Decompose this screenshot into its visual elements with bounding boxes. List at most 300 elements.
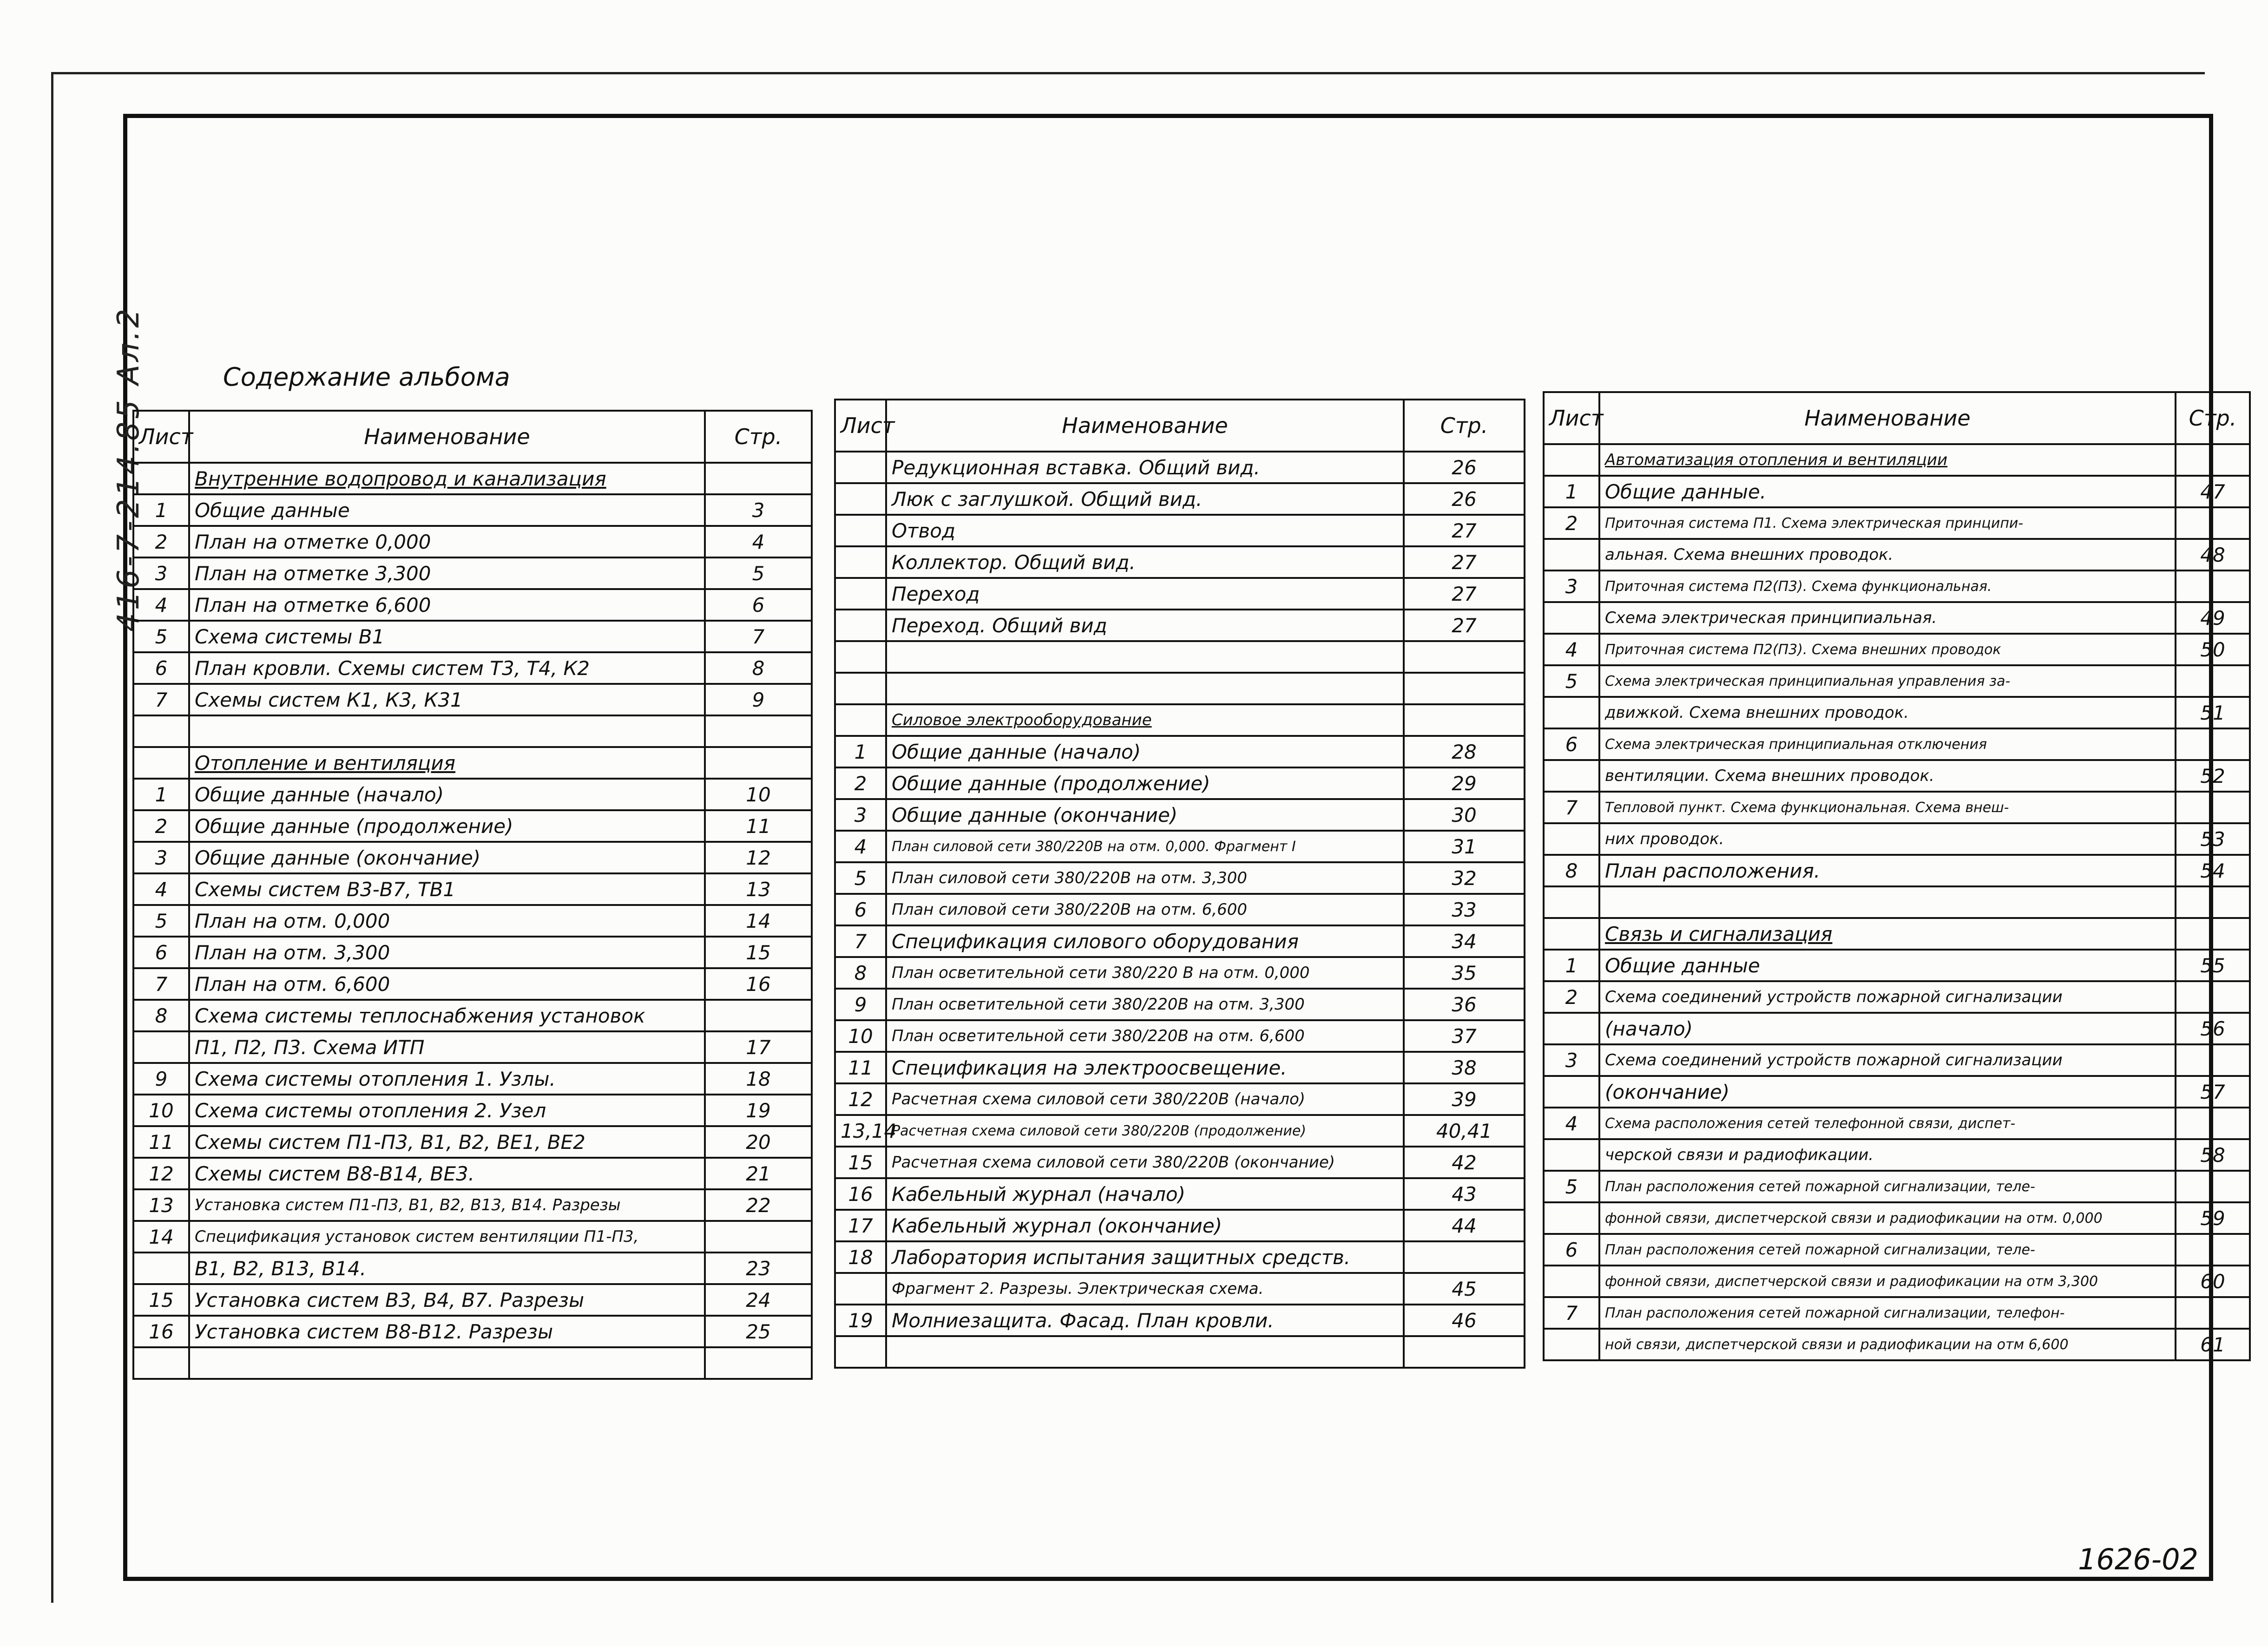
sheet-title: Редукционная вставка. Общий вид. bbox=[886, 452, 1404, 483]
page-number bbox=[1404, 641, 1525, 673]
sheet-number: 7 bbox=[835, 925, 886, 957]
table-row bbox=[835, 546, 1525, 578]
table-row bbox=[1544, 981, 2250, 1013]
page-number bbox=[1404, 1336, 1525, 1368]
sheet-number: 6 bbox=[133, 652, 189, 684]
sheet-title: Силовое электрооборудование bbox=[886, 704, 1404, 736]
page-number: 22 bbox=[705, 1189, 812, 1221]
sheet-title: Установка систем В8-В12. Разрезы bbox=[189, 1316, 705, 1347]
sheet-title: Схема системы отопления 2. Узел bbox=[189, 1095, 705, 1126]
sheet-title: Отопление и вентиляция bbox=[189, 747, 705, 779]
page-number bbox=[1404, 704, 1525, 736]
sheet-number: 4 bbox=[133, 873, 189, 905]
page-number: 55 bbox=[2176, 950, 2250, 981]
page-number: 56 bbox=[2176, 1013, 2250, 1044]
page-number bbox=[2176, 1297, 2250, 1329]
sheet-title: План на отметке 6,600 bbox=[189, 589, 705, 621]
sheet-title: Схемы систем В3-В7, ТВ1 bbox=[189, 873, 705, 905]
table-row bbox=[133, 1031, 812, 1063]
sheet-title: Общие данные (продолжение) bbox=[886, 767, 1404, 799]
page-number: 19 bbox=[705, 1095, 812, 1126]
sheet-number: 15 bbox=[835, 1147, 886, 1178]
page-number: 42 bbox=[1404, 1147, 1525, 1178]
sheet-title: Связь и сигнализация bbox=[1599, 918, 2176, 950]
page-number bbox=[2176, 507, 2250, 539]
table-row bbox=[1544, 823, 2250, 855]
sheet-title: Внутренние водопровод и канализация bbox=[189, 463, 705, 494]
sheet-number bbox=[835, 673, 886, 704]
sheet-title: В1, В2, В13, В14. bbox=[189, 1253, 705, 1284]
sheet-number: 4 bbox=[133, 589, 189, 621]
sheet-number bbox=[1544, 539, 1599, 571]
sheet-number bbox=[1544, 886, 1599, 918]
table-row bbox=[835, 1273, 1525, 1305]
table-row bbox=[835, 1336, 1525, 1368]
table-row bbox=[133, 557, 812, 589]
table-row bbox=[1544, 697, 2250, 728]
table-row bbox=[835, 452, 1525, 483]
sheet-title: План осветительной сети 380/220В на отм. 3,300 bbox=[886, 989, 1404, 1020]
sheet-number bbox=[835, 610, 886, 641]
page-number bbox=[2176, 444, 2250, 476]
sheet-title: Общие данные (окончание) bbox=[189, 842, 705, 873]
page-number bbox=[2176, 728, 2250, 760]
sheet-number bbox=[133, 1253, 189, 1284]
sheet-title bbox=[1599, 886, 2176, 918]
table-row bbox=[835, 831, 1525, 862]
table-row bbox=[133, 779, 812, 810]
sheet-number bbox=[835, 704, 886, 736]
table-row bbox=[133, 1347, 812, 1379]
sheet-title: альная. Схема внешних проводок. bbox=[1599, 539, 2176, 571]
sheet-number: 10 bbox=[133, 1095, 189, 1126]
sheet-title: Лаборатория испытания защитных средств. bbox=[886, 1241, 1404, 1273]
header-page: Стр. bbox=[705, 411, 812, 463]
sheet-title: Общие данные (начало) bbox=[886, 736, 1404, 767]
page-number bbox=[2176, 1044, 2250, 1076]
page-number: 44 bbox=[1404, 1210, 1525, 1241]
sheet-number: 2 bbox=[1544, 507, 1599, 539]
sheet-number bbox=[1544, 444, 1599, 476]
sheet-number bbox=[835, 641, 886, 673]
table-row bbox=[835, 1241, 1525, 1273]
page-number: 33 bbox=[1404, 894, 1525, 925]
page-number bbox=[705, 715, 812, 747]
sheet-title: План на отметке 0,000 bbox=[189, 526, 705, 557]
table-row bbox=[133, 652, 812, 684]
sheet-number: 7 bbox=[133, 968, 189, 1000]
table-row bbox=[133, 1253, 812, 1284]
sheet-title: Молниезащита. Фасад. План кровли. bbox=[886, 1305, 1404, 1336]
page-number: 27 bbox=[1404, 546, 1525, 578]
sheet-title: Общие данные. bbox=[1599, 476, 2176, 507]
table-row bbox=[133, 747, 812, 779]
table-row bbox=[835, 641, 1525, 673]
page-number: 25 bbox=[705, 1316, 812, 1347]
sheet-title: Схемы систем К1, К3, К31 bbox=[189, 684, 705, 715]
page-number: 14 bbox=[705, 905, 812, 937]
sheet-title: Общие данные bbox=[1599, 950, 2176, 981]
page-number bbox=[705, 463, 812, 494]
table-row bbox=[1544, 886, 2250, 918]
header-name: Наименование bbox=[886, 400, 1404, 452]
header-sheet: Лист bbox=[133, 411, 189, 463]
sheet-title bbox=[189, 1347, 705, 1379]
sheet-title: Переход. Общий вид bbox=[886, 610, 1404, 641]
sheet-number: 12 bbox=[835, 1083, 886, 1115]
page-number: 21 bbox=[705, 1158, 812, 1189]
sheet-number: 6 bbox=[1544, 728, 1599, 760]
sheet-title: Автоматизация отопления и вентиляции bbox=[1599, 444, 2176, 476]
sheet-title: План расположения сетей пожарной сигнализации, теле- bbox=[1599, 1234, 2176, 1266]
page-number: 30 bbox=[1404, 799, 1525, 831]
table-row bbox=[835, 1305, 1525, 1336]
page-number: 37 bbox=[1404, 1020, 1525, 1052]
page-number: 13 bbox=[705, 873, 812, 905]
page-number: 50 bbox=[2176, 634, 2250, 665]
table-row bbox=[1544, 1234, 2250, 1266]
page-number: 38 bbox=[1404, 1052, 1525, 1083]
page-number bbox=[2176, 981, 2250, 1013]
page-number bbox=[2176, 1171, 2250, 1202]
table-row bbox=[133, 1316, 812, 1347]
sheet-title bbox=[886, 1336, 1404, 1368]
table-row bbox=[1544, 760, 2250, 792]
table-row bbox=[835, 515, 1525, 546]
page-number: 4 bbox=[705, 526, 812, 557]
sheet-title bbox=[886, 673, 1404, 704]
sheet-title: Схема системы теплоснабжения установок bbox=[189, 1000, 705, 1031]
sheet-number bbox=[1544, 1139, 1599, 1171]
sheet-number bbox=[133, 1031, 189, 1063]
sheet-title bbox=[886, 641, 1404, 673]
sheet-number: 3 bbox=[133, 842, 189, 873]
sheet-title: План на отм. 6,600 bbox=[189, 968, 705, 1000]
sheet-title: Схемы систем П1-П3, В1, В2, ВЕ1, ВЕ2 bbox=[189, 1126, 705, 1158]
table-row bbox=[835, 894, 1525, 925]
sheet-title: План осветительной сети 380/220В на отм. 6,600 bbox=[886, 1020, 1404, 1052]
table-row bbox=[133, 463, 812, 494]
page-number: 40,41 bbox=[1404, 1115, 1525, 1147]
sheet-number: 5 bbox=[1544, 665, 1599, 697]
sheet-number bbox=[835, 452, 886, 483]
table-row bbox=[1544, 1108, 2250, 1139]
table-row bbox=[1544, 665, 2250, 697]
contents-table-1 bbox=[132, 410, 813, 1380]
table-row bbox=[835, 1147, 1525, 1178]
sheet-number: 4 bbox=[1544, 1108, 1599, 1139]
sheet-number: 15 bbox=[133, 1284, 189, 1316]
sheet-title: движкой. Схема внешних проводок. bbox=[1599, 697, 2176, 728]
table-row bbox=[1544, 1044, 2250, 1076]
sheet-number: 7 bbox=[133, 684, 189, 715]
page-number bbox=[705, 1000, 812, 1031]
sheet-number: 16 bbox=[133, 1316, 189, 1347]
sheet-number: 9 bbox=[133, 1063, 189, 1095]
table-row bbox=[835, 704, 1525, 736]
sheet-number bbox=[835, 483, 886, 515]
table-row bbox=[133, 684, 812, 715]
page-number: 61 bbox=[2176, 1329, 2250, 1360]
sheet-number: 10 bbox=[835, 1020, 886, 1052]
sheet-number: 8 bbox=[1544, 855, 1599, 886]
document-code: 416-7-214.85 Ал.2 bbox=[112, 306, 146, 632]
page-number: 17 bbox=[705, 1031, 812, 1063]
page-number: 18 bbox=[705, 1063, 812, 1095]
page-number: 20 bbox=[705, 1126, 812, 1158]
sheet-title: (начало) bbox=[1599, 1013, 2176, 1044]
table-row bbox=[835, 862, 1525, 894]
table-row bbox=[1544, 1076, 2250, 1108]
page-number bbox=[2176, 792, 2250, 823]
page-number: 60 bbox=[2176, 1266, 2250, 1297]
sheet-title: Схема электрическая принципиальная отключения bbox=[1599, 728, 2176, 760]
sheet-title: План на отметке 3,300 bbox=[189, 557, 705, 589]
sheet-title: План расположения сетей пожарной сигнализации, телефон- bbox=[1599, 1297, 2176, 1329]
page-number: 5 bbox=[705, 557, 812, 589]
sheet-number bbox=[835, 1336, 886, 1368]
header-page: Стр. bbox=[1404, 400, 1525, 452]
page-number bbox=[2176, 571, 2250, 602]
table-row bbox=[133, 589, 812, 621]
sheet-title: План расположения сетей пожарной сигнализации, теле- bbox=[1599, 1171, 2176, 1202]
page-number: 6 bbox=[705, 589, 812, 621]
page-number: 34 bbox=[1404, 925, 1525, 957]
table-row bbox=[1544, 1266, 2250, 1297]
page-number: 52 bbox=[2176, 760, 2250, 792]
table-row bbox=[1544, 634, 2250, 665]
sheet-title: Схема системы В1 bbox=[189, 621, 705, 652]
table-row bbox=[835, 1178, 1525, 1210]
page-number: 39 bbox=[1404, 1083, 1525, 1115]
page-number: 57 bbox=[2176, 1076, 2250, 1108]
page-number bbox=[2176, 886, 2250, 918]
table-row bbox=[835, 1210, 1525, 1241]
table-row bbox=[1544, 1013, 2250, 1044]
contents-table-3 bbox=[1543, 391, 2251, 1361]
sheet-number: 12 bbox=[133, 1158, 189, 1189]
page-number: 49 bbox=[2176, 602, 2250, 634]
table-row bbox=[1544, 602, 2250, 634]
table-row bbox=[1544, 571, 2250, 602]
table-row bbox=[1544, 444, 2250, 476]
sheet-number: 6 bbox=[1544, 1234, 1599, 1266]
sheet-number: 1 bbox=[133, 779, 189, 810]
sheet-number: 7 bbox=[1544, 1297, 1599, 1329]
sheet-number: 5 bbox=[1544, 1171, 1599, 1202]
page-number bbox=[705, 1221, 812, 1253]
sheet-title: План на отм. 3,300 bbox=[189, 937, 705, 968]
page-number: 59 bbox=[2176, 1202, 2250, 1234]
table-row bbox=[1544, 476, 2250, 507]
sheet-number: 6 bbox=[835, 894, 886, 925]
table-row bbox=[1544, 507, 2250, 539]
sheet-number bbox=[1544, 697, 1599, 728]
sheet-number: 11 bbox=[133, 1126, 189, 1158]
sheet-title: Схема соединений устройств пожарной сигнализации bbox=[1599, 1044, 2176, 1076]
table-row bbox=[835, 957, 1525, 989]
sheet-title: Кабельный журнал (окончание) bbox=[886, 1210, 1404, 1241]
sheet-title: План расположения. bbox=[1599, 855, 2176, 886]
table-row bbox=[1544, 1202, 2250, 1234]
page-number: 46 bbox=[1404, 1305, 1525, 1336]
page-number bbox=[2176, 1108, 2250, 1139]
sheet-number: 1 bbox=[835, 736, 886, 767]
table-row bbox=[835, 736, 1525, 767]
sheet-number bbox=[1544, 1013, 1599, 1044]
sheet-title: Кабельный журнал (начало) bbox=[886, 1178, 1404, 1210]
table-row bbox=[1544, 950, 2250, 981]
page-number: 58 bbox=[2176, 1139, 2250, 1171]
sheet-number: 3 bbox=[133, 557, 189, 589]
page-number bbox=[2176, 1234, 2250, 1266]
sheet-title: План кровли. Схемы систем Т3, Т4, К2 bbox=[189, 652, 705, 684]
sheet-number: 4 bbox=[1544, 634, 1599, 665]
table-row bbox=[133, 842, 812, 873]
sheet-title: Общие данные (окончание) bbox=[886, 799, 1404, 831]
page-number: 29 bbox=[1404, 767, 1525, 799]
table-row bbox=[133, 526, 812, 557]
sheet-title: Фрагмент 2. Разрезы. Электрическая схема. bbox=[886, 1273, 1404, 1305]
sheet-number: 4 bbox=[835, 831, 886, 862]
sheet-number: 2 bbox=[133, 810, 189, 842]
sheet-title: План силовой сети 380/220В на отм. 3,300 bbox=[886, 862, 1404, 894]
header-page: Стр. bbox=[2176, 392, 2250, 444]
page-number: 54 bbox=[2176, 855, 2250, 886]
page-number: 47 bbox=[2176, 476, 2250, 507]
sheet-title: Схема расположения сетей телефонной связи, диспет- bbox=[1599, 1108, 2176, 1139]
sheet-title: Отвод bbox=[886, 515, 1404, 546]
table-row bbox=[133, 1095, 812, 1126]
sheet-number: 9 bbox=[835, 989, 886, 1020]
sheet-title: Схема электрическая принципиальная. bbox=[1599, 602, 2176, 634]
sheet-number bbox=[133, 747, 189, 779]
table-row bbox=[1544, 1297, 2250, 1329]
table-row bbox=[835, 1052, 1525, 1083]
sheet-number bbox=[133, 463, 189, 494]
page-number bbox=[1404, 1241, 1525, 1273]
sheet-number: 5 bbox=[835, 862, 886, 894]
page-number bbox=[705, 747, 812, 779]
page-number: 26 bbox=[1404, 483, 1525, 515]
sheet-title: Расчетная схема силовой сети 380/220В (продолжение) bbox=[886, 1115, 1404, 1147]
page-number: 10 bbox=[705, 779, 812, 810]
sheet-number: 1 bbox=[1544, 476, 1599, 507]
sheet-title: Расчетная схема силовой сети 380/220В (начало) bbox=[886, 1083, 1404, 1115]
table-row bbox=[1544, 1171, 2250, 1202]
table-row bbox=[1544, 1139, 2250, 1171]
sheet-title: фонной связи, диспетчерской связи и радиофикации на отм. 0,000 bbox=[1599, 1202, 2176, 1234]
sheet-number bbox=[1544, 1202, 1599, 1234]
sheet-title: Приточная система П1. Схема электрическая принципи- bbox=[1599, 507, 2176, 539]
sheet-title: Схема соединений устройств пожарной сигнализации bbox=[1599, 981, 2176, 1013]
page-number: 45 bbox=[1404, 1273, 1525, 1305]
table-row bbox=[133, 810, 812, 842]
table-row bbox=[133, 968, 812, 1000]
table-row bbox=[835, 610, 1525, 641]
sheet-title: Общие данные (продолжение) bbox=[189, 810, 705, 842]
table-row bbox=[835, 578, 1525, 610]
table-row bbox=[835, 989, 1525, 1020]
sheet-title: Схема системы отопления 1. Узлы. bbox=[189, 1063, 705, 1095]
sheet-number bbox=[133, 715, 189, 747]
sheet-title: Тепловой пункт. Схема функциональная. Схема внеш- bbox=[1599, 792, 2176, 823]
page-number: 7 bbox=[705, 621, 812, 652]
sheet-number: 1 bbox=[133, 494, 189, 526]
page-number: 27 bbox=[1404, 610, 1525, 641]
sheet-title: вентиляции. Схема внешних проводок. bbox=[1599, 760, 2176, 792]
page-number: 11 bbox=[705, 810, 812, 842]
page-number: 35 bbox=[1404, 957, 1525, 989]
sheet-number: 17 bbox=[835, 1210, 886, 1241]
sheet-title: План на отм. 0,000 bbox=[189, 905, 705, 937]
sheet-title: Общие данные bbox=[189, 494, 705, 526]
page-number: 12 bbox=[705, 842, 812, 873]
page-number: 31 bbox=[1404, 831, 1525, 862]
sheet-number: 13 bbox=[133, 1189, 189, 1221]
sheet-title: фонной связи, диспетчерской связи и радиофикации на отм 3,300 bbox=[1599, 1266, 2176, 1297]
sheet-number: 5 bbox=[133, 905, 189, 937]
page-number: 36 bbox=[1404, 989, 1525, 1020]
table-row bbox=[1544, 918, 2250, 950]
page-number: 51 bbox=[2176, 697, 2250, 728]
sheet-title: Люк с заглушкой. Общий вид. bbox=[886, 483, 1404, 515]
header-name: Наименование bbox=[189, 411, 705, 463]
sheet-number bbox=[1544, 918, 1599, 950]
sheet-number: 2 bbox=[835, 767, 886, 799]
table-row bbox=[1544, 1329, 2250, 1360]
page-number: 15 bbox=[705, 937, 812, 968]
table-row bbox=[133, 873, 812, 905]
sheet-number: 8 bbox=[133, 1000, 189, 1031]
page-number: 28 bbox=[1404, 736, 1525, 767]
page-number: 9 bbox=[705, 684, 812, 715]
sheet-title: План силовой сети 380/220В на отм. 6,600 bbox=[886, 894, 1404, 925]
sheet-number bbox=[835, 546, 886, 578]
page-number: 8 bbox=[705, 652, 812, 684]
table-row bbox=[133, 905, 812, 937]
sheet-number bbox=[1544, 1329, 1599, 1360]
sheet-title: Приточная система П2(П3). Схема функциональная. bbox=[1599, 571, 2176, 602]
table-row bbox=[1544, 728, 2250, 760]
page-number: 32 bbox=[1404, 862, 1525, 894]
sheet-title: черской связи и радиофикации. bbox=[1599, 1139, 2176, 1171]
table-row bbox=[133, 621, 812, 652]
sheet-number bbox=[1544, 823, 1599, 855]
page-number: 43 bbox=[1404, 1178, 1525, 1210]
page-number: 53 bbox=[2176, 823, 2250, 855]
sheet-title: Спецификация на электроосвещение. bbox=[886, 1052, 1404, 1083]
sheet-title: ной связи, диспетчерской связи и радиофикации на отм 6,600 bbox=[1599, 1329, 2176, 1360]
sheet-number: 7 bbox=[1544, 792, 1599, 823]
table-row bbox=[835, 767, 1525, 799]
page-number: 27 bbox=[1404, 515, 1525, 546]
sheet-number: 3 bbox=[1544, 1044, 1599, 1076]
sheet-title: Коллектор. Общий вид. bbox=[886, 546, 1404, 578]
sheet-title bbox=[189, 715, 705, 747]
sheet-number bbox=[133, 1347, 189, 1379]
page-number: 3 bbox=[705, 494, 812, 526]
sheet-title: Переход bbox=[886, 578, 1404, 610]
page-number: 24 bbox=[705, 1284, 812, 1316]
header-sheet: Лист bbox=[835, 400, 886, 452]
sheet-title: П1, П2, П3. Схема ИТП bbox=[189, 1031, 705, 1063]
table-row bbox=[835, 799, 1525, 831]
page-number: 48 bbox=[2176, 539, 2250, 571]
table-row bbox=[835, 673, 1525, 704]
sheet-number bbox=[1544, 602, 1599, 634]
sheet-number: 8 bbox=[835, 957, 886, 989]
